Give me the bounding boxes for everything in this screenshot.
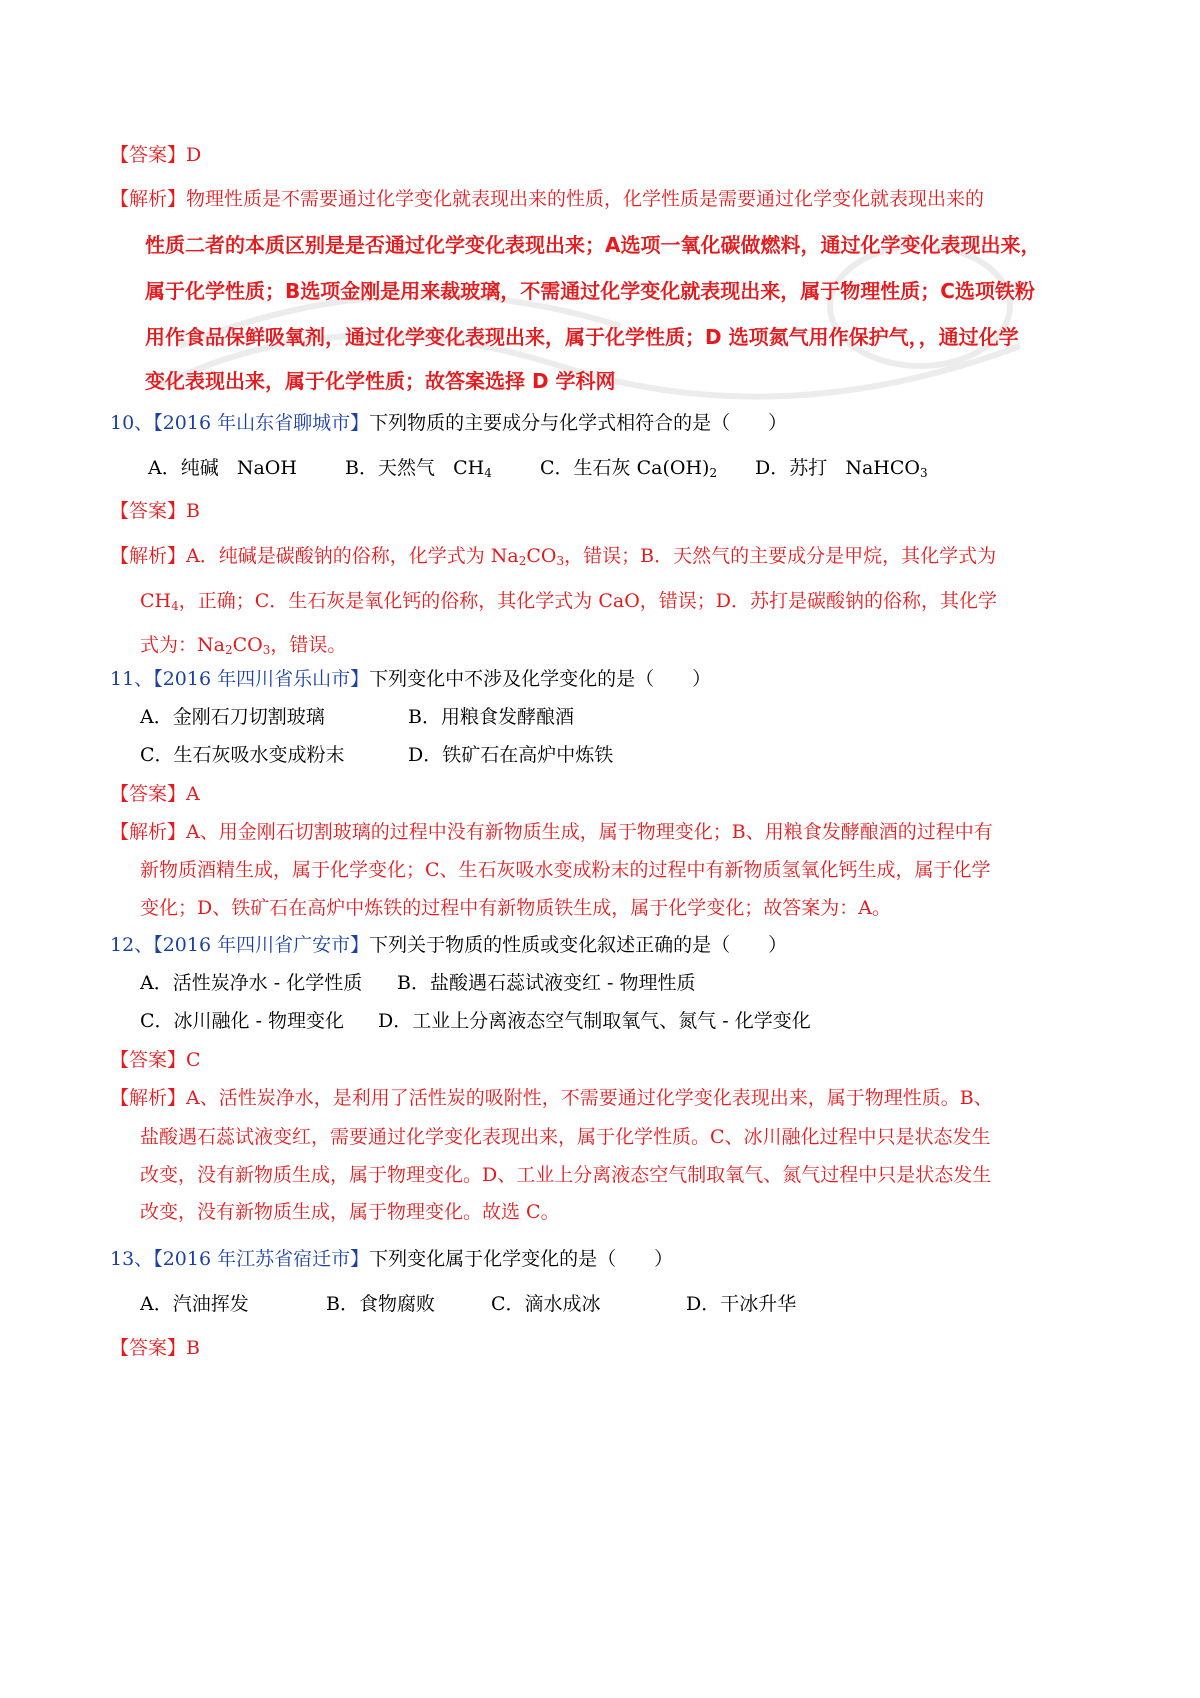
q13-option-a: A．汽油挥发 bbox=[140, 1293, 249, 1315]
answer-tag: 【答案】 bbox=[110, 500, 187, 522]
analysis-text: ，正确；C．生石灰是氧化钙的俗称，其化学式为 CaO，错误；D．苏打是碳酸钠的俗称，其化学 bbox=[178, 590, 998, 612]
option-formula: Ca(OH) bbox=[636, 457, 710, 479]
q11-option-b: B．用粮食发酵酿酒 bbox=[408, 706, 574, 728]
question-number: 13、 bbox=[110, 1248, 154, 1270]
option-formula: NaHCO bbox=[845, 457, 920, 479]
q13-stem-line bbox=[110, 1246, 673, 1272]
analysis-text: 式为：Na bbox=[140, 634, 225, 656]
q9-analysis-line-5: 变化表现出来，属于化学性质；故答案选择 D 学科网 bbox=[145, 369, 616, 393]
answer-tag: 【答案】 bbox=[110, 783, 187, 805]
q11-answer-line bbox=[110, 781, 200, 807]
analysis-text: 物理性质是不需要通过化学变化就表现出来的性质，化学性质是需要通过化学变化就表现出来的 bbox=[186, 188, 985, 210]
q10-answer-line bbox=[110, 498, 200, 524]
analysis-text: A、用金刚石切割玻璃的过程中没有新物质生成，属于物理变化；B、用粮食发酵酿酒的过程中有 bbox=[186, 821, 993, 843]
question-source: 【2016 年四川省广安市】 bbox=[153, 934, 370, 956]
subscript: 3 bbox=[556, 554, 565, 568]
subscript: 2 bbox=[224, 643, 233, 657]
subscript: 2 bbox=[518, 554, 527, 568]
q11-option-a: A．金刚石刀切割玻璃 bbox=[140, 706, 325, 728]
subscript: 3 bbox=[262, 643, 271, 657]
option-label: C．生石灰 bbox=[540, 457, 631, 479]
q12-option-b: B．盐酸遇石蕊试液变红 - 物理性质 bbox=[397, 972, 696, 994]
q10-option-d bbox=[755, 455, 928, 481]
answer-tag: 【答案】 bbox=[110, 1337, 187, 1359]
answer-value: B bbox=[186, 500, 200, 522]
analysis-text: CO bbox=[526, 545, 557, 567]
q12-analysis-line-4: 改变，没有新物质生成，属于物理变化。故选 C。 bbox=[140, 1201, 560, 1223]
option-formula: CH bbox=[453, 457, 485, 479]
answer-value: C bbox=[186, 1049, 201, 1071]
answer-tag: 【答案】 bbox=[110, 144, 187, 166]
q9-answer-line bbox=[110, 142, 201, 168]
question-source: 【2016 年山东省聊城市】 bbox=[153, 412, 370, 434]
q10-option-b bbox=[345, 455, 492, 481]
q9-analysis-line-4: 用作食品保鲜吸氧剂，通过化学变化表现出来，属于化学性质；D 选项氮气用作保护气，，通过化学 bbox=[145, 325, 1019, 349]
q11-stem-line bbox=[110, 666, 711, 692]
q11-analysis-line-1 bbox=[110, 819, 993, 845]
subscript: 2 bbox=[709, 466, 718, 480]
option-label: B．天然气 bbox=[345, 457, 435, 479]
question-stem: 下列关于物质的性质或变化叙述正确的是（ ） bbox=[369, 934, 788, 956]
q13-option-b: B．食物腐败 bbox=[326, 1293, 435, 1315]
q9-analysis-line-1 bbox=[110, 186, 984, 212]
q11-option-c: C．生石灰吸水变成粉末 bbox=[140, 744, 345, 766]
option-label: A．纯碱 bbox=[148, 457, 219, 479]
analysis-tag: 【解析】 bbox=[110, 1087, 187, 1109]
q10-analysis-line-1 bbox=[110, 543, 996, 569]
analysis-tag: 【解析】 bbox=[110, 545, 187, 567]
q12-option-a: A．活性炭净水 - 化学性质 bbox=[140, 972, 363, 994]
subscript: 4 bbox=[171, 599, 179, 613]
option-formula: NaOH bbox=[236, 457, 297, 479]
analysis-text: ，错误。 bbox=[270, 634, 347, 656]
q13-answer-line bbox=[110, 1335, 200, 1361]
q11-analysis-line-2: 新物质酒精生成，属于化学变化；C、生石灰吸水变成粉末的过程中有新物质氢氧化钙生成，属于化学 bbox=[140, 859, 991, 881]
analysis-tag: 【解析】 bbox=[110, 188, 187, 210]
q12-analysis-line-3: 改变，没有新物质生成，属于物理变化。D、工业上分离液态空气制取氧气、氮气过程中只是状态发生 bbox=[140, 1164, 992, 1186]
analysis-text: ，错误；B．天然气的主要成分是甲烷，其化学式为 bbox=[564, 545, 997, 567]
analysis-text: A．纯碱是碳酸钠的俗称，化学式为 Na bbox=[186, 545, 519, 567]
answer-value: B bbox=[186, 1337, 200, 1359]
option-label: D．苏打 bbox=[755, 457, 828, 479]
question-number: 11、 bbox=[110, 668, 154, 690]
question-stem: 下列物质的主要成分与化学式相符合的是（ ） bbox=[369, 412, 788, 434]
q12-analysis-line-2: 盐酸遇石蕊试液变红，需要通过化学变化表现出来，属于化学性质。C、冰川融化过程中只是状态发生 bbox=[140, 1126, 991, 1148]
q9-analysis-line-3: 属于化学性质；B选项金刚是用来裁玻璃，不需通过化学变化就表现出来，属于物理性质；C选项铁粉 bbox=[145, 279, 1035, 303]
q13-option-d: D．干冰升华 bbox=[686, 1293, 797, 1315]
q11-option-d: D．铁矿石在高炉中炼铁 bbox=[408, 744, 614, 766]
q11-analysis-line-3: 变化；D、铁矿石在高炉中炼铁的过程中有新物质铁生成，属于化学变化；故答案为：A。 bbox=[140, 897, 891, 919]
answer-value: D bbox=[186, 144, 202, 166]
q9-analysis-line-2: 性质二者的本质区别是是否通过化学变化表现出来；A选项一氧化碳做燃料，通过化学变化表现出来， bbox=[145, 233, 1041, 257]
question-stem: 下列变化属于化学变化的是（ ） bbox=[369, 1248, 674, 1270]
q12-option-c: C．冰川融化 - 物理变化 bbox=[140, 1010, 345, 1032]
q12-stem-line bbox=[110, 932, 787, 958]
q10-option-c bbox=[540, 455, 717, 481]
analysis-text: CH bbox=[140, 590, 172, 612]
subscript: 4 bbox=[484, 466, 492, 480]
q12-option-d: D．工业上分离液态空气制取氧气、氮气 - 化学变化 bbox=[378, 1010, 811, 1032]
analysis-text: A、活性炭净水，是利用了活性炭的吸附性，不需要通过化学变化表现出来，属于物理性质。B、 bbox=[186, 1087, 993, 1109]
analysis-tag: 【解析】 bbox=[110, 821, 187, 843]
question-source: 【2016 年江苏省宿迁市】 bbox=[153, 1248, 370, 1270]
q10-option-a bbox=[148, 455, 297, 481]
q10-stem-line bbox=[110, 410, 787, 436]
question-number: 12、 bbox=[110, 934, 154, 956]
analysis-text: CO bbox=[232, 634, 263, 656]
answer-value: A bbox=[186, 783, 200, 805]
question-source: 【2016 年四川省乐山市】 bbox=[153, 668, 370, 690]
q10-analysis-line-2 bbox=[140, 588, 997, 614]
subscript: 3 bbox=[920, 466, 928, 480]
q12-answer-line bbox=[110, 1047, 201, 1073]
answer-tag: 【答案】 bbox=[110, 1049, 187, 1071]
q10-analysis-line-3 bbox=[140, 632, 346, 658]
q13-option-c: C．滴水成冰 bbox=[491, 1293, 601, 1315]
q12-analysis-line-1 bbox=[110, 1085, 993, 1111]
question-number: 10、 bbox=[110, 412, 154, 434]
question-stem: 下列变化中不涉及化学变化的是（ ） bbox=[369, 668, 712, 690]
